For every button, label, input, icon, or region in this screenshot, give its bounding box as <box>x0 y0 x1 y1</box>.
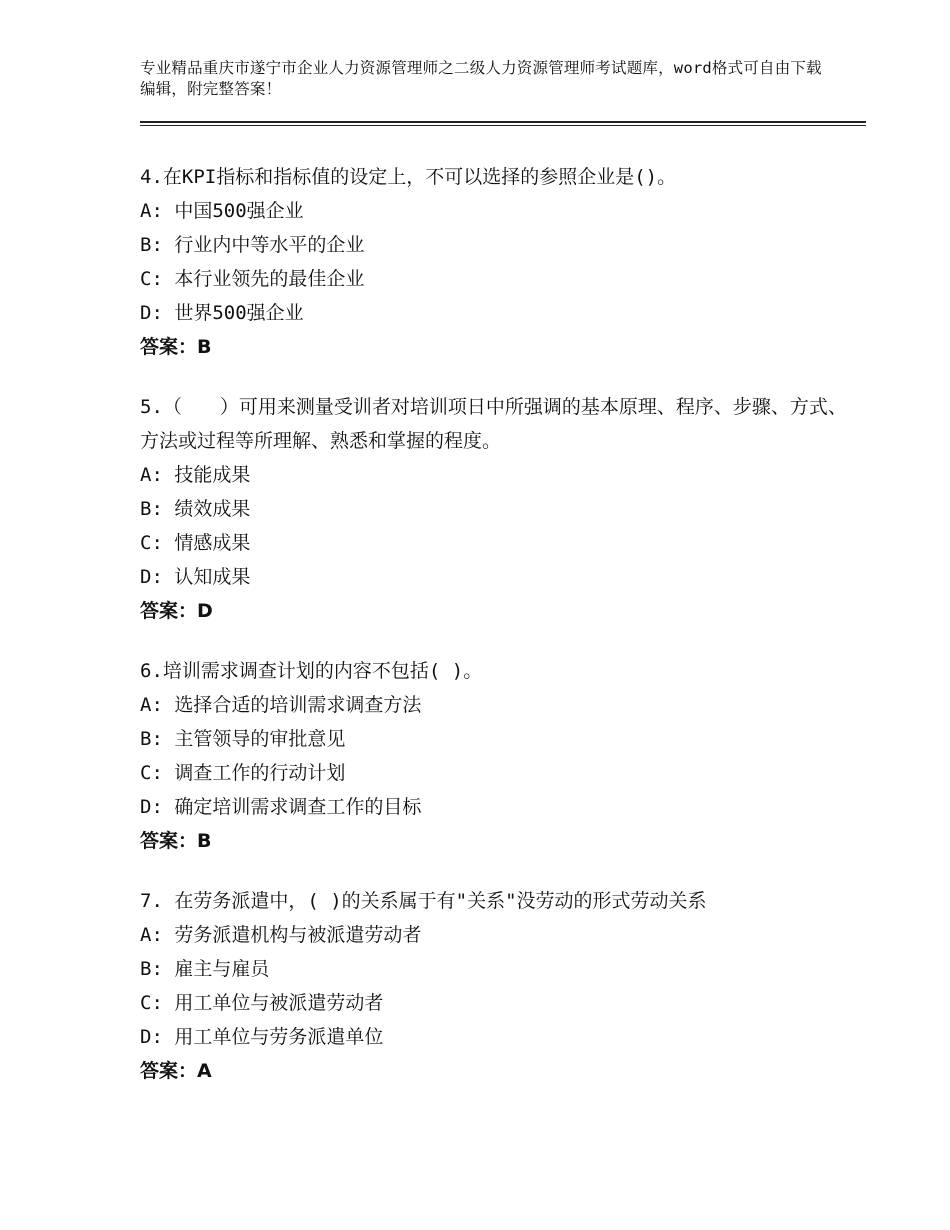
option-a: A: 劳务派遣机构与被派遣劳动者 <box>140 924 422 946</box>
header-title: 专业精品重庆市遂宁市企业人力资源管理师之二级人力资源管理师考试题库，word格式可自由下载编辑，附完整答案！ <box>140 59 822 98</box>
header-divider-thin <box>140 125 866 126</box>
question-list <box>140 160 860 1114</box>
question-text: 5.（ ）可用来测量受训者对培训项日中所强调的基本原理、程序、步骤、方式、方法或过程等所理解、熟悉和掌握的程度。 <box>140 396 847 452</box>
question-item <box>140 654 860 858</box>
option-c: C: 情感成果 <box>140 532 251 554</box>
option-c: C: 用工单位与被派遣劳动者 <box>140 992 384 1014</box>
question-text: 7. 在劳务派遣中，( )的关系属于有"关系"没劳动的形式劳动关系 <box>140 890 707 912</box>
question-item <box>140 390 860 628</box>
option-d: D: 确定培训需求调查工作的目标 <box>140 796 422 818</box>
option-b: B: 主管领导的审批意见 <box>140 728 346 750</box>
document-header <box>140 58 830 100</box>
answer-line: 答案：A <box>140 1060 212 1082</box>
answer-line: 答案：D <box>140 600 213 622</box>
option-b: B: 绩效成果 <box>140 498 251 520</box>
question-item <box>140 884 860 1088</box>
answer-line: 答案：B <box>140 830 212 852</box>
option-c: C: 本行业领先的最佳企业 <box>140 268 365 290</box>
answer-line: 答案：B <box>140 336 212 358</box>
option-b: B: 行业内中等水平的企业 <box>140 234 365 256</box>
option-d: D: 世界500强企业 <box>140 302 304 324</box>
option-a: A: 中国500强企业 <box>140 200 304 222</box>
question-item <box>140 160 860 364</box>
option-b: B: 雇主与雇员 <box>140 958 270 980</box>
question-text: 6.培训需求调查计划的内容不包括( )。 <box>140 660 483 682</box>
header-divider-thick <box>140 121 866 123</box>
option-d: D: 用工单位与劳务派遣单位 <box>140 1026 384 1048</box>
option-a: A: 技能成果 <box>140 464 251 486</box>
option-a: A: 选择合适的培训需求调查方法 <box>140 694 422 716</box>
option-c: C: 调查工作的行动计划 <box>140 762 346 784</box>
option-d: D: 认知成果 <box>140 566 251 588</box>
question-text: 4.在KPI指标和指标值的设定上，不可以选择的参照企业是()。 <box>140 166 677 188</box>
